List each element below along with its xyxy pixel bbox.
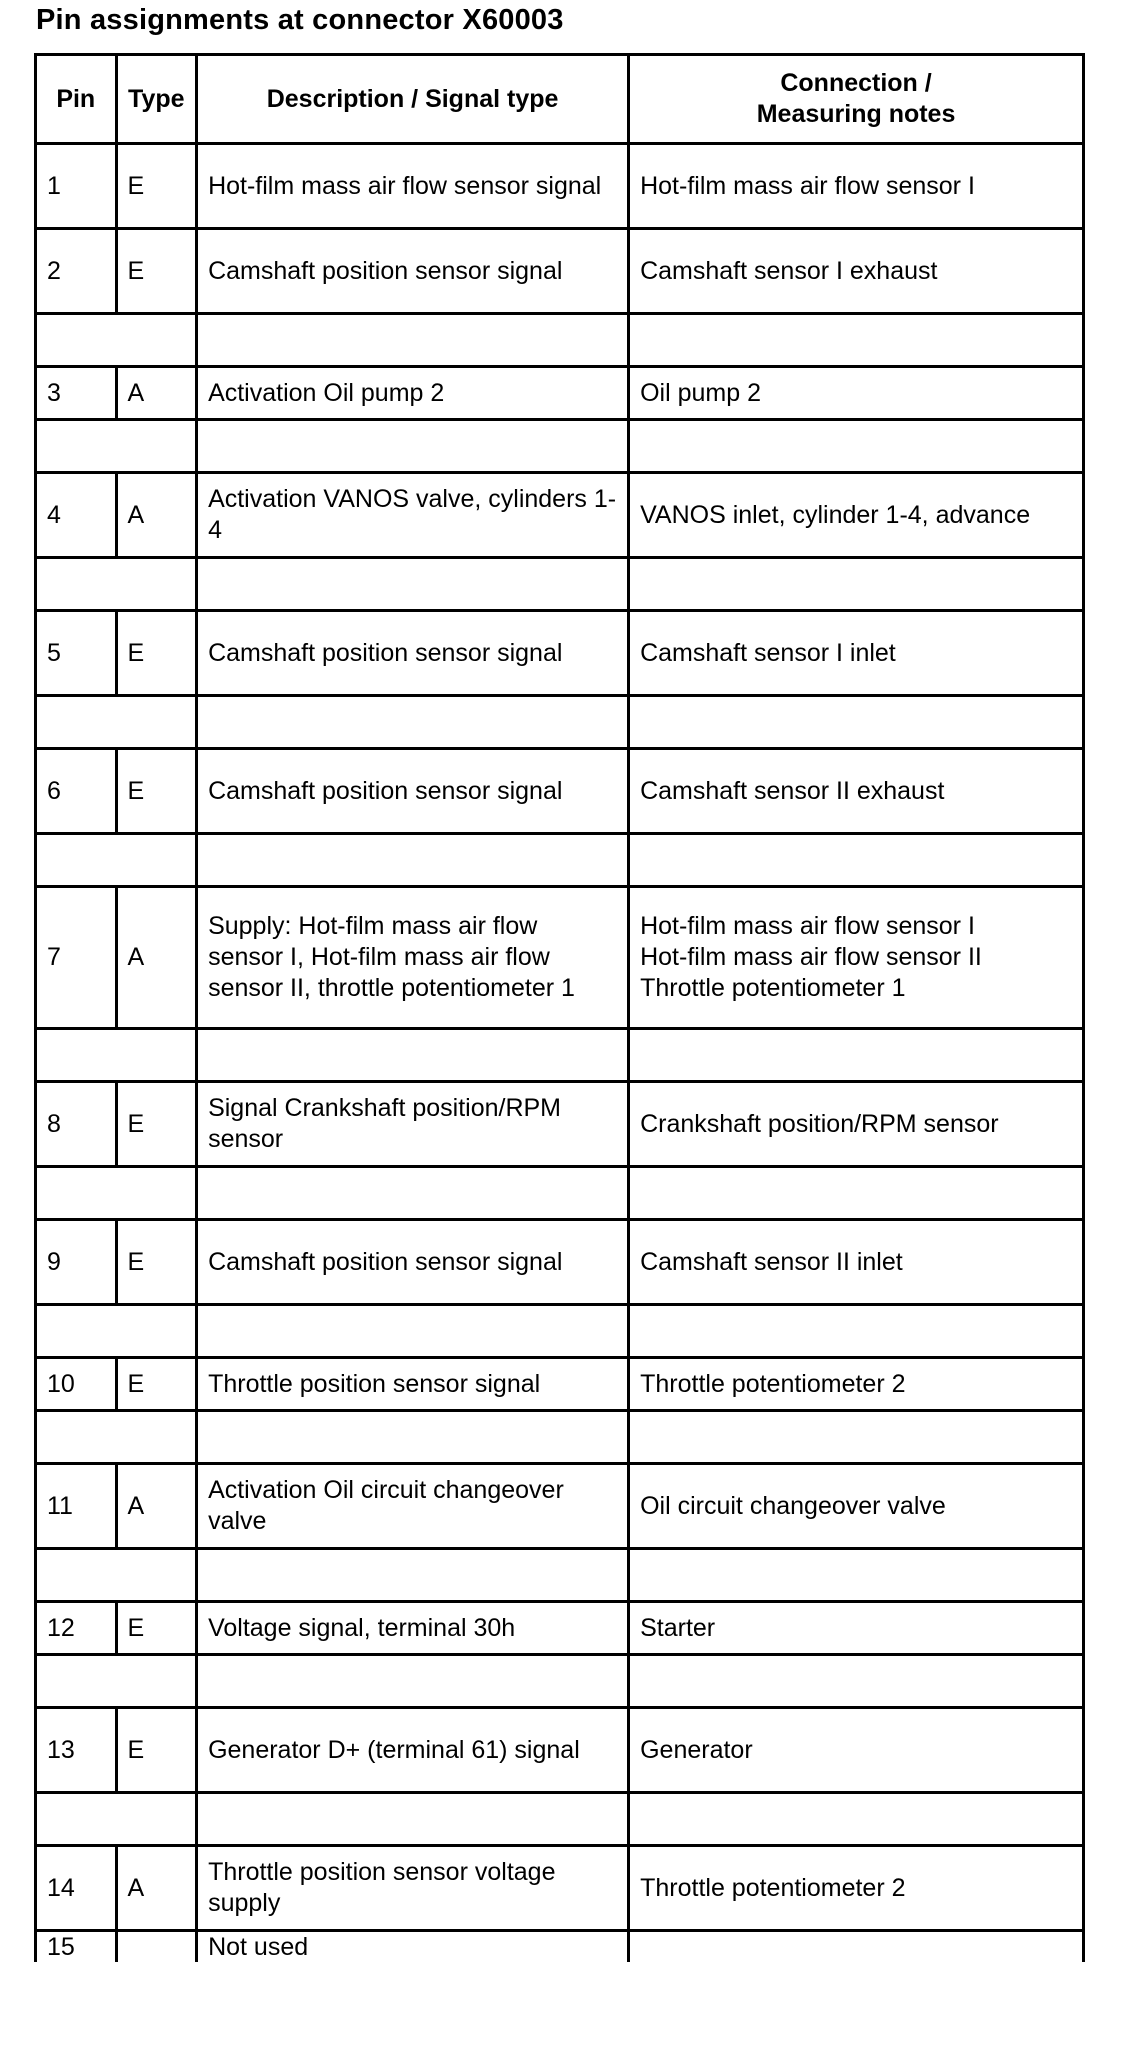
pin-cell: 3 bbox=[36, 367, 117, 420]
description-cell: Signal Crankshaft position/RPM sensor bbox=[197, 1082, 629, 1167]
pin-cell: 5 bbox=[36, 611, 117, 696]
pin-cell: 15 bbox=[36, 1931, 117, 1963]
table-row bbox=[36, 1220, 1084, 1305]
spacer-cell bbox=[197, 314, 629, 367]
description-cell: Activation Oil pump 2 bbox=[197, 367, 629, 420]
connection-cell: Hot-film mass air flow sensor I bbox=[629, 144, 1084, 229]
header-pin: Pin bbox=[36, 55, 117, 144]
table-row bbox=[36, 1464, 1084, 1549]
spacer-cell bbox=[629, 420, 1084, 473]
spacer-cell bbox=[36, 1029, 197, 1082]
spacer-cell bbox=[629, 314, 1084, 367]
connection-cell: Camshaft sensor II inlet bbox=[629, 1220, 1084, 1305]
spacer-cell bbox=[197, 834, 629, 887]
description-cell: Not used bbox=[197, 1931, 629, 1963]
spacer-cell bbox=[197, 696, 629, 749]
type-cell: A bbox=[116, 367, 197, 420]
pin-cell: 1 bbox=[36, 144, 117, 229]
spacer-row bbox=[36, 1167, 1084, 1220]
table-row bbox=[36, 1931, 1084, 1963]
spacer-cell bbox=[36, 1411, 197, 1464]
type-cell: E bbox=[116, 229, 197, 314]
type-cell bbox=[116, 1931, 197, 1963]
page-title: Pin assignments at connector X60003 bbox=[36, 4, 564, 36]
spacer-cell bbox=[197, 1167, 629, 1220]
spacer-cell bbox=[629, 834, 1084, 887]
pin-cell: 13 bbox=[36, 1708, 117, 1793]
connection-cell: Camshaft sensor I exhaust bbox=[629, 229, 1084, 314]
type-cell: E bbox=[116, 144, 197, 229]
connection-cell: Oil pump 2 bbox=[629, 367, 1084, 420]
spacer-cell bbox=[36, 314, 197, 367]
spacer-cell bbox=[629, 1029, 1084, 1082]
table-row bbox=[36, 1602, 1084, 1655]
spacer-cell bbox=[629, 1305, 1084, 1358]
connection-cell: Throttle potentiometer 2 bbox=[629, 1358, 1084, 1411]
pin-cell: 9 bbox=[36, 1220, 117, 1305]
spacer-cell bbox=[197, 558, 629, 611]
pin-cell: 6 bbox=[36, 749, 117, 834]
table-row bbox=[36, 1082, 1084, 1167]
spacer-cell bbox=[36, 1167, 197, 1220]
description-cell: Supply: Hot-film mass air flow sensor I, Hot-film mass air flow sensor II, throttle potentiometer 1 bbox=[197, 887, 629, 1029]
type-cell: E bbox=[116, 1082, 197, 1167]
connection-cell bbox=[629, 1931, 1084, 1963]
pin-cell: 11 bbox=[36, 1464, 117, 1549]
description-cell: Throttle position sensor signal bbox=[197, 1358, 629, 1411]
description-cell: Generator D+ (terminal 61) signal bbox=[197, 1708, 629, 1793]
spacer-cell bbox=[36, 696, 197, 749]
header-description: Description / Signal type bbox=[197, 55, 629, 144]
pin-assignment-table bbox=[34, 53, 1085, 1962]
spacer-row bbox=[36, 696, 1084, 749]
pin-cell: 2 bbox=[36, 229, 117, 314]
table-row bbox=[36, 229, 1084, 314]
connection-cell: VANOS inlet, cylinder 1-4, advance bbox=[629, 473, 1084, 558]
spacer-row bbox=[36, 314, 1084, 367]
spacer-row bbox=[36, 1549, 1084, 1602]
description-cell: Hot-film mass air flow sensor signal bbox=[197, 144, 629, 229]
table-row bbox=[36, 144, 1084, 229]
spacer-cell bbox=[36, 420, 197, 473]
table-header-row bbox=[36, 55, 1084, 144]
table-row bbox=[36, 887, 1084, 1029]
table-row bbox=[36, 1846, 1084, 1931]
connection-cell: Camshaft sensor II exhaust bbox=[629, 749, 1084, 834]
connection-cell: Oil circuit changeover valve bbox=[629, 1464, 1084, 1549]
spacer-cell bbox=[36, 1655, 197, 1708]
type-cell: E bbox=[116, 749, 197, 834]
spacer-cell bbox=[629, 1793, 1084, 1846]
spacer-cell bbox=[197, 420, 629, 473]
connection-cell: Camshaft sensor I inlet bbox=[629, 611, 1084, 696]
spacer-cell bbox=[197, 1655, 629, 1708]
description-cell: Camshaft position sensor signal bbox=[197, 611, 629, 696]
spacer-cell bbox=[36, 1305, 197, 1358]
spacer-cell bbox=[36, 834, 197, 887]
spacer-row bbox=[36, 1411, 1084, 1464]
pin-cell: 7 bbox=[36, 887, 117, 1029]
table-row bbox=[36, 473, 1084, 558]
connection-cell: Generator bbox=[629, 1708, 1084, 1793]
description-cell: Throttle position sensor voltage supply bbox=[197, 1846, 629, 1931]
spacer-row bbox=[36, 1305, 1084, 1358]
type-cell: A bbox=[116, 473, 197, 558]
connection-cell: Crankshaft position/RPM sensor bbox=[629, 1082, 1084, 1167]
type-cell: A bbox=[116, 1846, 197, 1931]
pin-cell: 14 bbox=[36, 1846, 117, 1931]
spacer-row bbox=[36, 420, 1084, 473]
type-cell: E bbox=[116, 611, 197, 696]
type-cell: E bbox=[116, 1708, 197, 1793]
spacer-cell bbox=[197, 1549, 629, 1602]
description-cell: Camshaft position sensor signal bbox=[197, 749, 629, 834]
table-row bbox=[36, 1708, 1084, 1793]
spacer-row bbox=[36, 1029, 1084, 1082]
description-cell: Camshaft position sensor signal bbox=[197, 229, 629, 314]
table-row bbox=[36, 367, 1084, 420]
spacer-cell bbox=[629, 558, 1084, 611]
spacer-row bbox=[36, 1793, 1084, 1846]
spacer-cell bbox=[629, 1655, 1084, 1708]
description-cell: Camshaft position sensor signal bbox=[197, 1220, 629, 1305]
spacer-row bbox=[36, 834, 1084, 887]
spacer-cell bbox=[36, 1793, 197, 1846]
pin-cell: 12 bbox=[36, 1602, 117, 1655]
table-row bbox=[36, 749, 1084, 834]
table-row bbox=[36, 1358, 1084, 1411]
spacer-cell bbox=[197, 1793, 629, 1846]
spacer-row bbox=[36, 1655, 1084, 1708]
spacer-cell bbox=[36, 1549, 197, 1602]
type-cell: E bbox=[116, 1220, 197, 1305]
table-row bbox=[36, 611, 1084, 696]
spacer-cell bbox=[629, 1411, 1084, 1464]
description-cell: Voltage signal, terminal 30h bbox=[197, 1602, 629, 1655]
type-cell: A bbox=[116, 1464, 197, 1549]
header-type: Type bbox=[116, 55, 197, 144]
type-cell: A bbox=[116, 887, 197, 1029]
connection-cell: Starter bbox=[629, 1602, 1084, 1655]
pin-cell: 8 bbox=[36, 1082, 117, 1167]
spacer-cell bbox=[197, 1305, 629, 1358]
connection-cell: Hot-film mass air flow sensor I Hot-film mass air flow sensor II Throttle potentiometer 1 bbox=[629, 887, 1084, 1029]
spacer-cell bbox=[197, 1029, 629, 1082]
spacer-cell bbox=[629, 1549, 1084, 1602]
spacer-cell bbox=[197, 1411, 629, 1464]
spacer-cell bbox=[629, 1167, 1084, 1220]
description-cell: Activation Oil circuit changeover valve bbox=[197, 1464, 629, 1549]
connection-cell: Throttle potentiometer 2 bbox=[629, 1846, 1084, 1931]
spacer-cell bbox=[629, 696, 1084, 749]
pin-cell: 10 bbox=[36, 1358, 117, 1411]
type-cell: E bbox=[116, 1358, 197, 1411]
pin-cell: 4 bbox=[36, 473, 117, 558]
header-connection: Connection / Measuring notes bbox=[629, 55, 1084, 144]
type-cell: E bbox=[116, 1602, 197, 1655]
spacer-cell bbox=[36, 558, 197, 611]
spacer-row bbox=[36, 558, 1084, 611]
description-cell: Activation VANOS valve, cylinders 1-4 bbox=[197, 473, 629, 558]
